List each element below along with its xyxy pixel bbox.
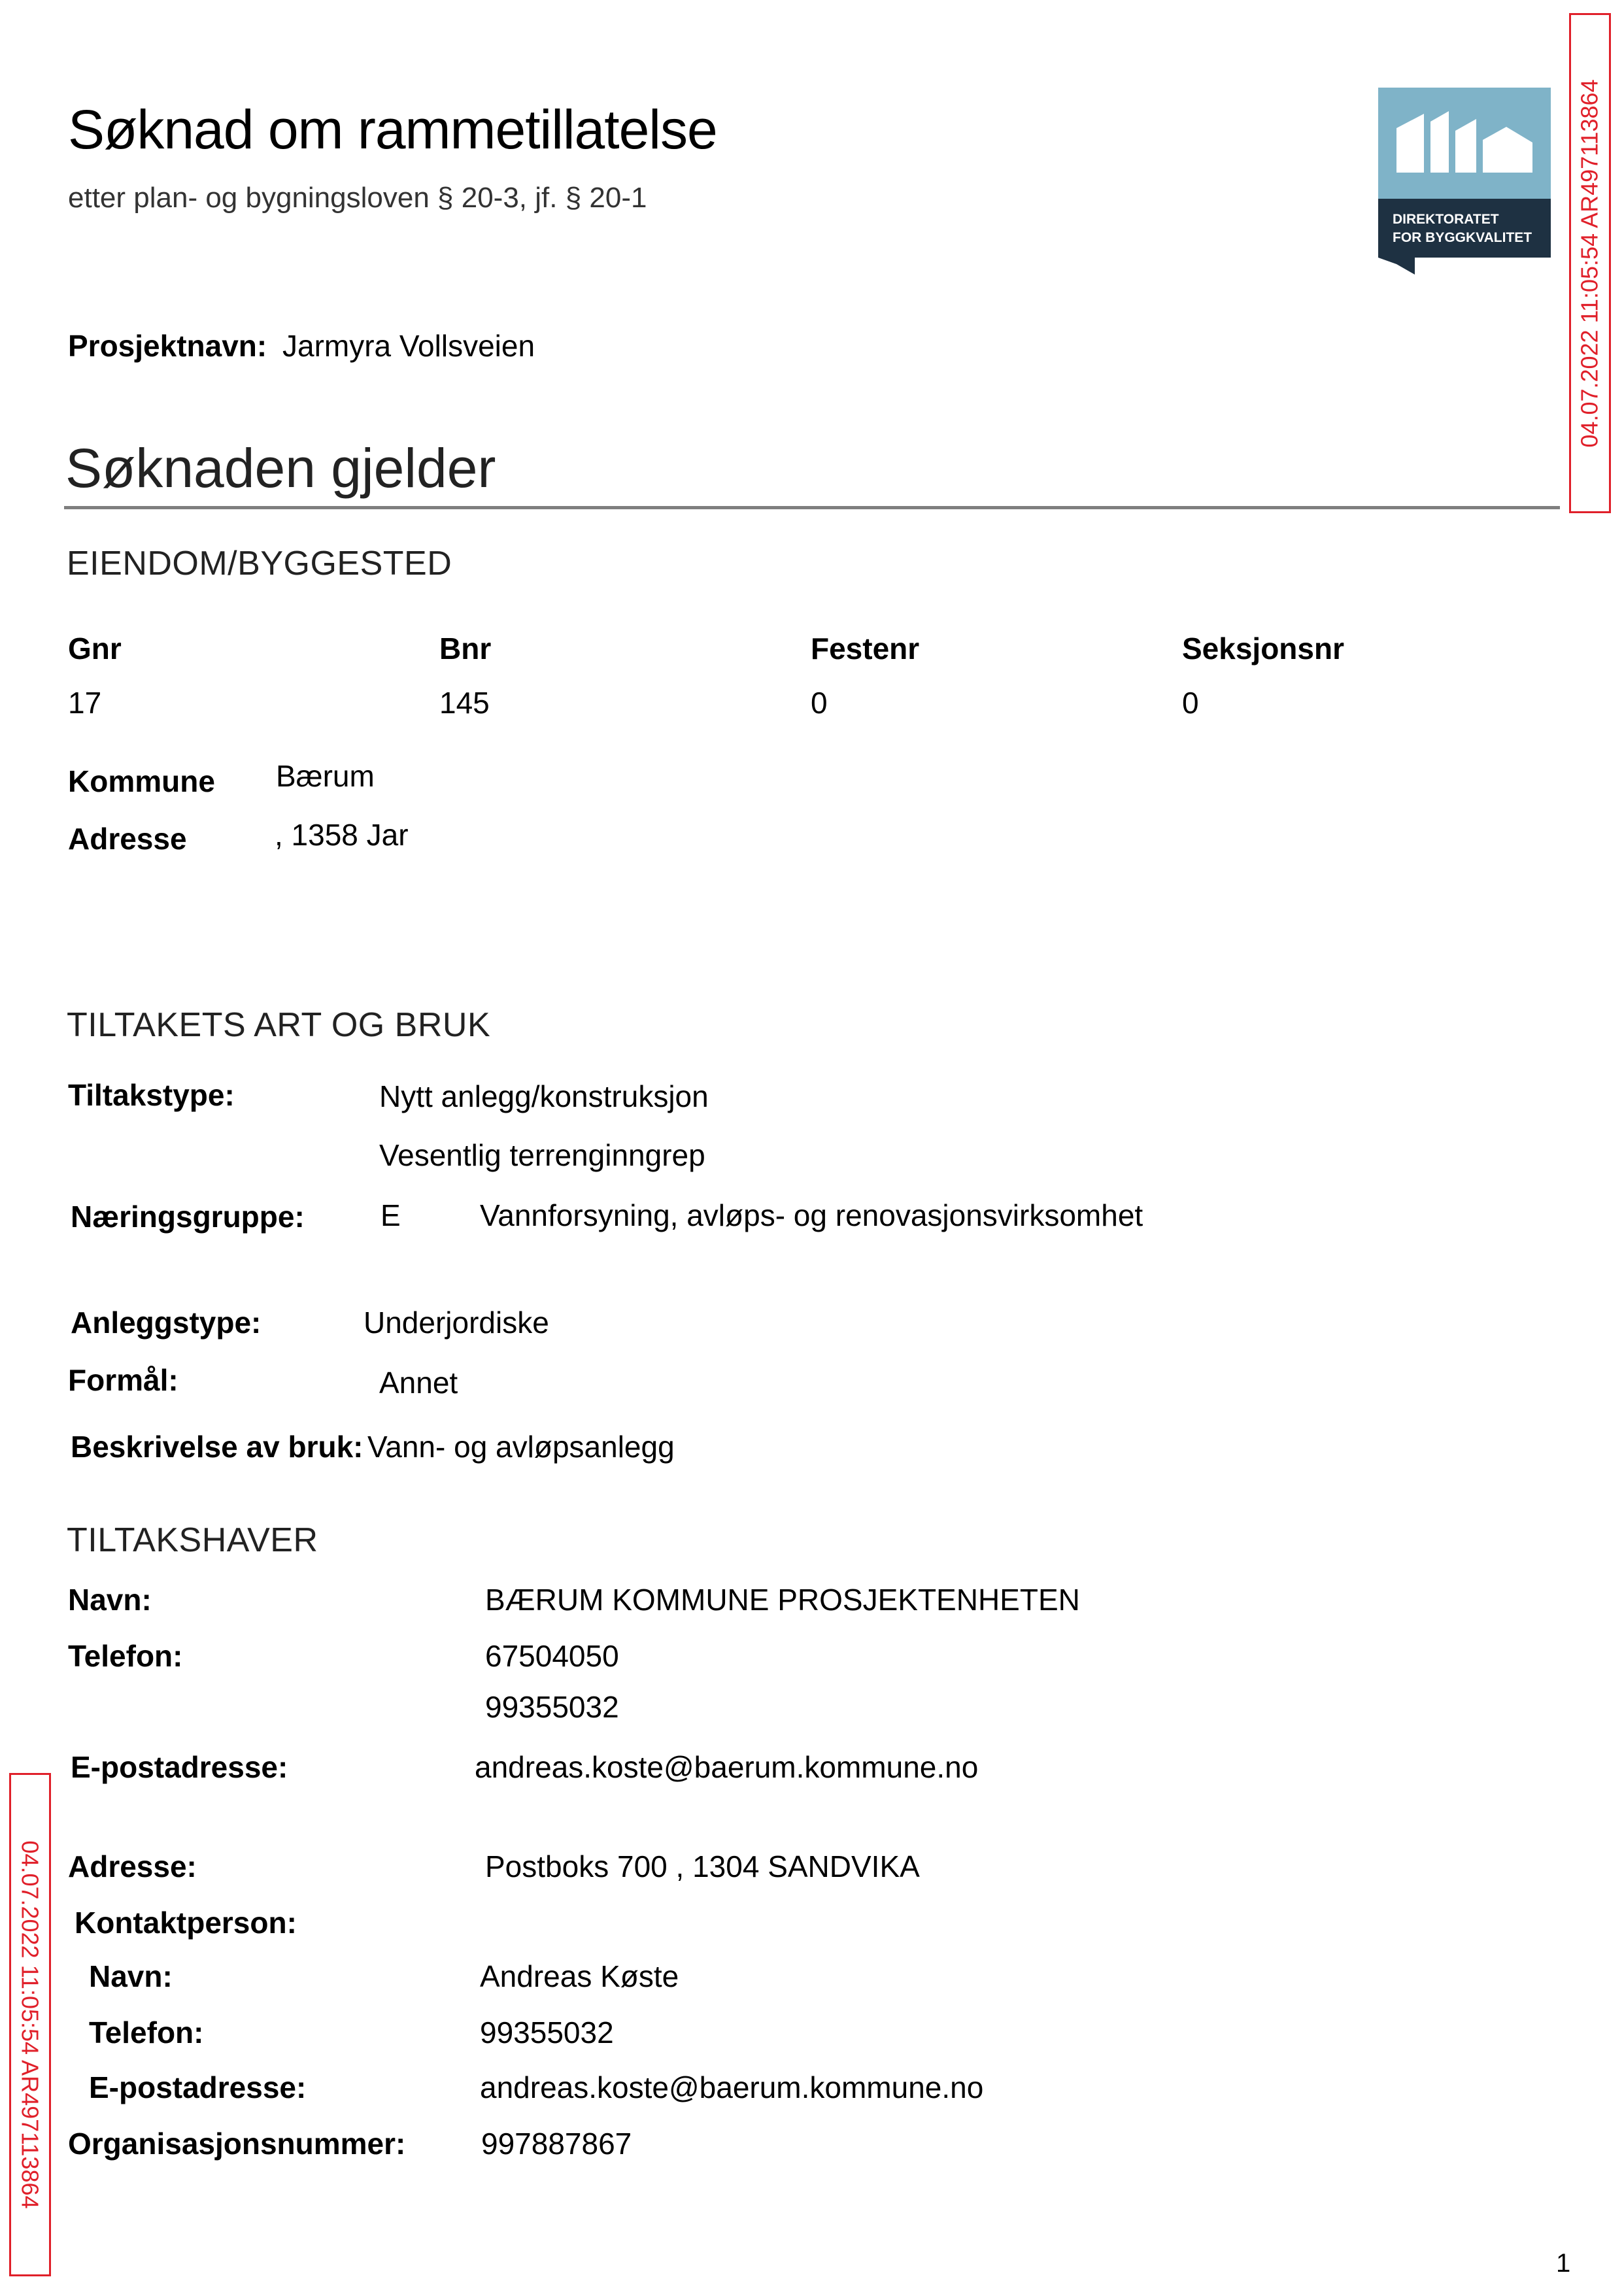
anleggstype-label: Anleggstype: bbox=[71, 1306, 262, 1340]
beskrivelse-label: Beskrivelse av bruk: bbox=[71, 1430, 364, 1464]
kontakt-navn-value: Andreas Køste bbox=[480, 1959, 679, 1993]
receipt-stamp-top bbox=[1569, 13, 1611, 513]
tiltakshaver-telefon-value-1: 67504050 bbox=[485, 1639, 619, 1673]
formal-value: Annet bbox=[379, 1366, 458, 1400]
tiltakshaver-telefon-value-2: 99355032 bbox=[485, 1690, 619, 1724]
tiltakstype-value-2: Vesentlig terrenginngrep bbox=[379, 1138, 705, 1172]
festenr-value: 0 bbox=[811, 686, 828, 720]
tiltakstype-value-1: Nytt anlegg/konstruksjon bbox=[379, 1079, 709, 1113]
tiltakshaver-epost-value: andreas.koste@baerum.kommune.no bbox=[475, 1750, 979, 1784]
adresse-label: Adresse bbox=[68, 822, 187, 856]
receipt-stamp-bottom bbox=[9, 1773, 51, 2276]
festenr-label: Festenr bbox=[811, 632, 920, 666]
kontakt-telefon-value: 99355032 bbox=[480, 2016, 614, 2049]
organisasjonsnummer-value: 997887867 bbox=[481, 2127, 632, 2161]
organisasjonsnummer-label: Organisasjonsnummer: bbox=[68, 2127, 406, 2161]
receipt-stamp-top-text: 04.07.2022 11:05:54 AR497113864 bbox=[1576, 78, 1603, 448]
naeringsgruppe-code: E bbox=[381, 1198, 401, 1232]
seksjonsnr-label: Seksjonsnr bbox=[1182, 632, 1344, 666]
dibk-logo bbox=[1378, 88, 1551, 275]
formal-label: Formål: bbox=[68, 1363, 178, 1397]
tiltakshaver-navn-label: Navn: bbox=[68, 1583, 152, 1617]
tiltakshaver-heading: TILTAKSHAVER bbox=[67, 1521, 318, 1559]
tiltakshaver-navn-value: BÆRUM KOMMUNE PROSJEKTENHETEN bbox=[485, 1583, 1080, 1617]
project-name-value: Jarmyra Vollsveien bbox=[282, 329, 535, 363]
project-name-label: Prosjektnavn: bbox=[68, 329, 267, 363]
logo-text-line1: DIREKTORATET bbox=[1393, 212, 1499, 227]
naeringsgruppe-label: Næringsgruppe: bbox=[71, 1200, 305, 1234]
beskrivelse-value: Vann- og avløpsanlegg bbox=[367, 1430, 675, 1464]
tiltakshaver-adresse-value: Postboks 700 , 1304 SANDVIKA bbox=[485, 1849, 920, 1883]
kontakt-epost-value: andreas.koste@baerum.kommune.no bbox=[480, 2070, 984, 2104]
tiltakshaver-epost-label: E-postadresse: bbox=[71, 1750, 288, 1784]
bnr-label: Bnr bbox=[439, 632, 492, 666]
kontakt-telefon-label: Telefon: bbox=[89, 2016, 204, 2049]
dibk-logo-icon bbox=[1378, 88, 1551, 275]
section-divider bbox=[64, 506, 1560, 509]
section-title: Søknaden gjelder bbox=[65, 437, 496, 499]
tiltak-heading: TILTAKETS ART OG BRUK bbox=[67, 1006, 491, 1044]
naeringsgruppe-value: Vannforsyning, avløps- og renovasjonsvirksomhet bbox=[480, 1198, 1143, 1232]
document-title: Søknad om rammetillatelse bbox=[68, 99, 717, 160]
gnr-value: 17 bbox=[68, 686, 102, 720]
receipt-stamp-bottom-text: 04.07.2022 11:05:54 AR497113864 bbox=[17, 1840, 44, 2209]
tiltakshaver-telefon-label: Telefon: bbox=[68, 1639, 183, 1673]
anleggstype-value: Underjordiske bbox=[364, 1306, 549, 1340]
tiltakstype-label: Tiltakstype: bbox=[68, 1078, 235, 1112]
bnr-value: 145 bbox=[439, 686, 490, 720]
page-number: 1 bbox=[1556, 2249, 1571, 2278]
kontakt-epost-label: E-postadresse: bbox=[89, 2070, 307, 2104]
gnr-label: Gnr bbox=[68, 632, 122, 666]
kontakt-navn-label: Navn: bbox=[89, 1959, 173, 1993]
kontaktperson-label: Kontaktperson: bbox=[75, 1906, 297, 1940]
kommune-label: Kommune bbox=[68, 764, 215, 798]
logo-text-line2: FOR BYGGKVALITET bbox=[1393, 230, 1532, 245]
adresse-value: , 1358 Jar bbox=[275, 818, 409, 852]
document-subtitle: etter plan- og bygningsloven § 20-3, jf. § 20-1 bbox=[68, 182, 647, 214]
kommune-value: Bærum bbox=[276, 759, 375, 793]
tiltakshaver-adresse-label: Adresse: bbox=[68, 1849, 197, 1883]
seksjonsnr-value: 0 bbox=[1182, 686, 1199, 720]
eiendom-heading: EIENDOM/BYGGESTED bbox=[67, 545, 452, 582]
